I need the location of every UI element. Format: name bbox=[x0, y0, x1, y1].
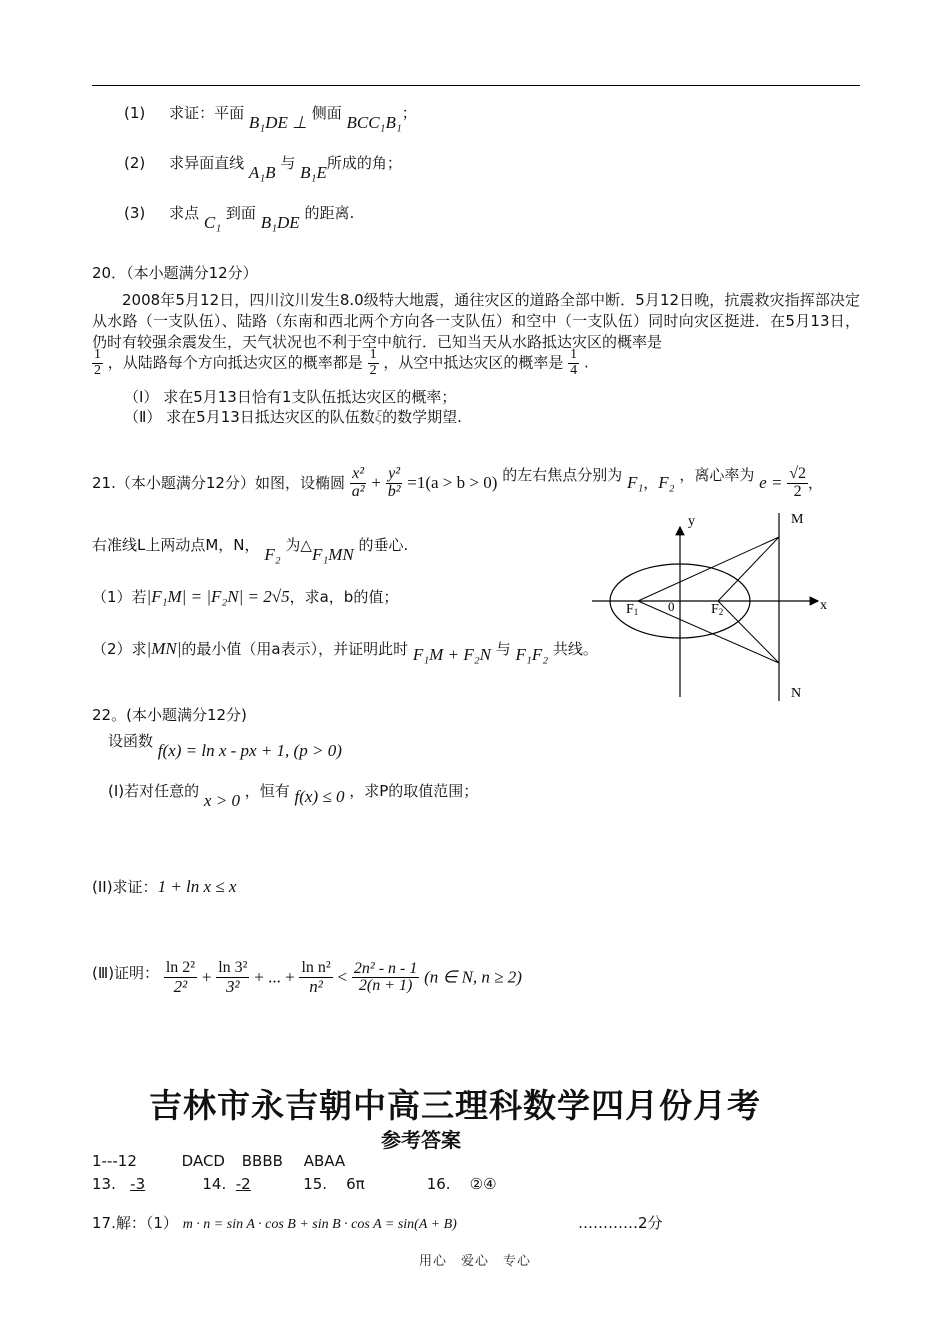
term-ln3: $\frac{\text{ln 3²}}{\text{3²}}$ bbox=[218, 959, 248, 996]
answer-title: 吉林市永吉朝中高三理科数学四月份月考 bbox=[149, 1086, 761, 1125]
q17-points: …………2分 bbox=[578, 1214, 663, 1232]
top-rule bbox=[92, 85, 860, 86]
segment-f1m bbox=[638, 537, 779, 601]
q19-part3: (3) 求点 C₁ 到面 B₁DE 的距离. bbox=[124, 204, 355, 232]
part-number: (3) bbox=[124, 204, 146, 222]
label-m: M bbox=[791, 512, 804, 527]
q19-part2: (2) 求异面直线 A₁B 与 B₁E所成的角； bbox=[124, 154, 402, 182]
bound-fraction: $\frac{\text{2n² - n - 1}}{2(n + 1)}$ bbox=[353, 959, 418, 995]
part-number: (2) bbox=[124, 154, 146, 172]
q17-solution: 17.解：（1） m · n = sin A · cos B + sin B · cos A = sin(A + B) bbox=[92, 1214, 457, 1232]
eccentricity-fraction: $\frac{√2}{2}$ bbox=[789, 465, 807, 500]
q21-part1: （1）若|F₁M| = |F₂N| = 2√5，求a，b的值； bbox=[92, 587, 399, 606]
label-n: N bbox=[791, 686, 802, 701]
q20-heading: 20．（本小题满分12分） bbox=[92, 264, 258, 282]
q22-part1: (I)若对任意的 x > 0 ，恒有 f(x) ≤ 0 ，求P的取值范围； bbox=[108, 782, 479, 810]
part-number: (1) bbox=[124, 104, 146, 122]
q19-part1: (1) 求证：平面 B₁DE ⊥ 侧面 BCC₁B₁； bbox=[124, 104, 417, 132]
q20-part2: （Ⅱ） 求在5月13日抵达灾区的队伍数ξ的数学期望. bbox=[124, 407, 462, 426]
ellipse-x-term: $\frac{\text{x²}}{\text{a²}}$ bbox=[351, 465, 365, 500]
answer-subtitle: 参考答案 bbox=[381, 1128, 461, 1152]
q21-heading-line: 21.（本小题满分12分）如图，设椭圆 $\frac{\text{x²}}{\text{a²}}$ + $\frac{\text{y²}}{\text{b²}}$ =1(a > b > 0) 的左右焦点分别为 F₁，F₂ ，离心率为 e = $\frac{√2}{2}$ ， bbox=[92, 465, 824, 500]
term-lnn: $\frac{\text{ln n²}}{\text{n²}}$ bbox=[301, 959, 331, 996]
q21-line2: 右准线L上两动点M，N， F₂ 为△F₁MN 的垂心. bbox=[92, 536, 409, 564]
page-footer: 用心 爱心 专心 bbox=[418, 1254, 531, 1269]
fraction-half: $\frac{1}{2}$ bbox=[94, 347, 101, 378]
label-f1: F1 bbox=[626, 602, 639, 617]
term-ln2: $\frac{\text{ln 2²}}{\text{2²}}$ bbox=[165, 959, 196, 996]
fill-answers: 13. -3 14. -2 15. 6π 16. ②④ bbox=[92, 1175, 497, 1193]
q20-prob-line: $\frac{1}{2}$ ，从陆路每个方向抵达灾区的概率都是 $\frac{1}{2}$ ，从空中抵达灾区的概率是 $\frac{1}{4}$ . bbox=[94, 347, 589, 378]
q21-part2: （2）求|MN|的最小值（用a表示），并证明此时 F₁M + F₂N 与 F₁F₂ 共线。 bbox=[92, 639, 598, 664]
segment-f1n bbox=[638, 601, 779, 663]
q20-part1: （Ⅰ） 求在5月13日恰有1支队伍抵达灾区的概率； bbox=[124, 388, 457, 406]
q22-part3: (Ⅲ)证明： $\frac{\text{ln 2²}}{\text{2²}}$ + $\frac{\text{ln 3²}}{\text{3²}}$ + ... + $\frac{\text{ln n²}}{\text{n²}}$ < $\frac{\text{2n² - n - 1}}{2(n + 1)}$ (n ∈ N, n ≥ 2) bbox=[92, 959, 522, 996]
ellipse-y-term: $\frac{\text{y²}}{\text{b²}}$ bbox=[387, 465, 401, 500]
fraction-half: $\frac{1}{2}$ bbox=[369, 347, 377, 378]
label-f2: F2 bbox=[711, 602, 724, 617]
label-x: x bbox=[820, 598, 827, 613]
label-y: y bbox=[688, 514, 695, 529]
q22-part2: (II)求证：1 + ln x ≤ x bbox=[92, 877, 237, 896]
q22-heading: 22。(本小题满分12分) bbox=[92, 706, 247, 724]
ellipse-figure bbox=[580, 505, 850, 705]
mc-answers: 1---12 DACD BBBB ABAA bbox=[92, 1152, 346, 1170]
label-origin: 0 bbox=[668, 599, 675, 614]
q22-function: 设函数 f(x) = ln x - px + 1, (p > 0) bbox=[108, 732, 342, 760]
q20-body: 2008年5月12日，四川汶川发生8.0级特大地震，通往灾区的道路全部中断．5月12日晚，抗震救灾指挥部决定从水路（一支队伍）、陆路（东南和西北两个方向各一支队伍）和空中（一支队伍）同时向灾区挺进．在5月13日，仍时有较强余震发生，天气状况也不利于空中航行．已知当天从水路抵达灾区的概率是 bbox=[92, 291, 860, 351]
fraction-quarter: $\frac{1}{4}$ bbox=[570, 347, 578, 378]
segment-mf2 bbox=[718, 537, 779, 601]
